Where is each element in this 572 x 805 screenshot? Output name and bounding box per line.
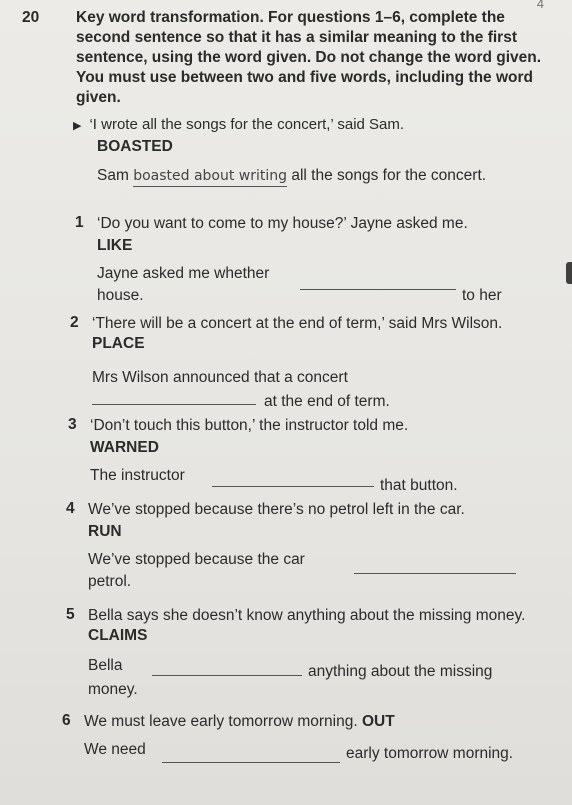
item-end-1: anything about the missing [308, 663, 493, 680]
item-end-2: house. [97, 287, 144, 304]
item-sentence: Bella says she doesn’t know anything about the missing money. CLAIMS [88, 607, 526, 644]
item-sentence: We must leave early tomorrow morning. OUT [84, 713, 395, 730]
item-end-2: money. [88, 681, 138, 698]
item-number: 5 [66, 606, 75, 623]
item-start: Jayne asked me whether [97, 265, 270, 282]
item-start: Mrs Wilson announced that a concert [92, 369, 348, 386]
item-end: that button. [380, 477, 458, 494]
arrow-icon: ▶ [73, 120, 82, 132]
example-answer-line: Sam boasted about writing all the songs for the concert. [97, 166, 486, 187]
edge-mark [566, 262, 572, 284]
example-sentence: ▶ ‘I wrote all the songs for the concert,’ said Sam. [73, 115, 404, 136]
question-number: 20 [22, 9, 40, 26]
answer-blank[interactable] [162, 762, 340, 763]
answer-blank[interactable] [212, 486, 374, 487]
item-number: 1 [75, 214, 84, 231]
item-end-1: to her [462, 287, 502, 304]
item-start: Bella [88, 657, 123, 674]
item-start: We need [84, 741, 146, 758]
item-number: 4 [66, 500, 75, 517]
item-number: 3 [68, 416, 77, 433]
item-number: 2 [70, 314, 79, 331]
example-answer: boasted about writing [133, 166, 287, 187]
answer-blank[interactable] [300, 289, 456, 290]
item-start: We’ve stopped because the car [88, 551, 305, 568]
item-end: at the end of term. [264, 393, 390, 410]
item-end: petrol. [88, 573, 132, 590]
item-keyword: LIKE [97, 237, 133, 254]
item-keyword: RUN [88, 523, 122, 540]
item-end: early tomorrow morning. [346, 745, 514, 762]
example-keyword: BOASTED [97, 138, 173, 155]
page-corner-number: 4 [536, 0, 544, 11]
answer-blank[interactable] [354, 573, 516, 574]
question-header [22, 8, 542, 108]
item-sentence: ‘Do you want to come to my house?’ Jayne asked me. [97, 215, 468, 232]
item-sentence: ‘Don’t touch this button,’ the instructor told me. [90, 417, 409, 434]
item-sentence: ‘There will be a concert at the end of term,’ said Mrs Wilson. PLACE [92, 315, 503, 352]
instructions-text: Key word transformation. For questions 1–6, complete the second sentence so that it has a similar meaning to the first sentence, using the word given. Do not change the word given. You must use between two and five words, including the word given. [76, 9, 542, 106]
answer-blank[interactable] [92, 404, 256, 405]
item-start: The instructor [90, 467, 185, 484]
answer-blank[interactable] [152, 675, 302, 676]
item-number: 6 [62, 712, 71, 729]
item-keyword: WARNED [90, 439, 159, 456]
item-sentence: We’ve stopped because there’s no petrol left in the car. [88, 501, 465, 518]
